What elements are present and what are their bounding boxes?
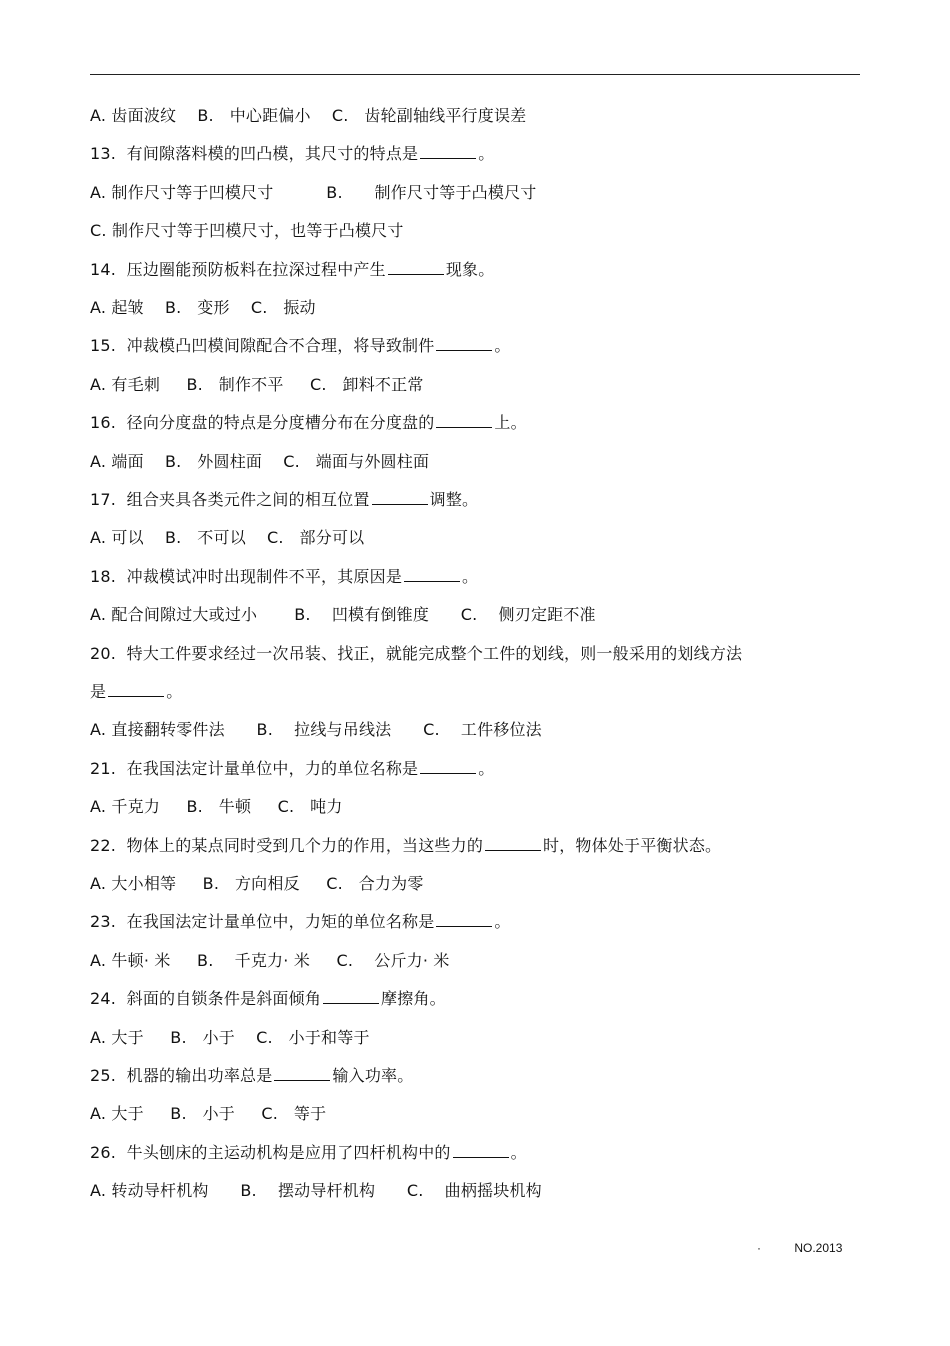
line-text: A. 齿面波纹 B. 中心距偏小 C. 齿轮副轴线平行度误差: [90, 106, 527, 125]
line-text: 是: [90, 682, 107, 701]
line-text: C. 制作尺寸等于凹模尺寸，也等于凸模尺寸: [90, 221, 404, 240]
answer-blank: [274, 1066, 330, 1081]
answer-blank: [453, 1143, 509, 1158]
text-line: [90, 221, 404, 241]
question-line: [90, 567, 478, 587]
answer-blank: [436, 413, 492, 428]
line-suffix: 。: [494, 336, 511, 355]
answer-blank: [436, 336, 492, 351]
line-text: 25. 机器的输出功率总是: [90, 1066, 273, 1085]
text-line: [90, 874, 424, 894]
question-line: [90, 413, 527, 433]
text-line: [90, 1181, 542, 1201]
answer-blank: [436, 912, 492, 927]
question-line: [90, 682, 182, 702]
page-footer: · NO.2013: [757, 1241, 843, 1255]
text-line: [90, 644, 742, 664]
line-suffix: 。: [462, 567, 479, 586]
question-line: [90, 836, 721, 856]
text-line: [90, 528, 364, 548]
question-line: [90, 759, 494, 779]
answer-blank: [420, 144, 476, 159]
line-suffix: 调整。: [429, 490, 479, 509]
line-suffix: 。: [166, 682, 183, 701]
line-suffix: 。: [478, 759, 495, 778]
line-suffix: 。: [478, 144, 495, 163]
line-text: A. 大于 B. 小于 C. 小于和等于: [90, 1028, 370, 1047]
question-line: [90, 912, 511, 932]
text-line: [90, 1104, 326, 1124]
line-text: A. 可以 B. 不可以 C. 部分可以: [90, 528, 365, 547]
answer-blank: [108, 682, 164, 697]
line-text: A. 千克力 B. 牛顿 C. 吨力: [90, 797, 343, 816]
question-line: [90, 144, 494, 164]
text-line: [90, 951, 450, 971]
text-line: [90, 1028, 370, 1048]
line-text: A. 大于 B. 小于 C. 等于: [90, 1104, 327, 1123]
line-suffix: 上。: [494, 413, 527, 432]
text-line: [90, 375, 424, 395]
answer-blank: [388, 260, 444, 275]
text-line: [90, 797, 343, 817]
answer-blank: [404, 567, 460, 582]
line-text: 17. 组合夹具各类元件之间的相互位置: [90, 490, 370, 509]
text-line: [90, 605, 596, 625]
question-line: [90, 1143, 527, 1163]
line-text: 18. 冲裁模试冲时出现制件不平，其原因是: [90, 567, 403, 586]
text-line: [90, 452, 429, 472]
line-text: A. 起皱 B. 变形 C. 振动: [90, 298, 316, 317]
text-line: [90, 106, 526, 126]
question-line: [90, 336, 511, 356]
line-text: 24. 斜面的自锁条件是斜面倾角: [90, 989, 322, 1008]
text-line: [90, 183, 536, 203]
question-line: [90, 260, 494, 280]
line-text: 13. 有间隙落料模的凹凸模，其尺寸的特点是: [90, 144, 419, 163]
line-text: 22. 物体上的某点同时受到几个力的作用，当这些力的: [90, 836, 484, 855]
line-text: A. 端面 B. 外圆柱面 C. 端面与外圆柱面: [90, 452, 430, 471]
answer-blank: [420, 759, 476, 774]
text-line: [90, 298, 316, 318]
line-text: 15. 冲裁模凸凹模间隙配合不合理，将导致制件: [90, 336, 435, 355]
answer-blank: [323, 989, 379, 1004]
line-text: A. 制作尺寸等于凹模尺寸 B. 制作尺寸等于凸模尺寸: [90, 183, 537, 202]
line-text: 26. 牛头刨床的主运动机构是应用了四杆机构中的: [90, 1143, 451, 1162]
question-line: [90, 989, 446, 1009]
question-line: [90, 490, 478, 510]
line-suffix: 时，物体处于平衡状态。: [543, 836, 722, 855]
line-text: A. 转动导杆机构 B. 摆动导杆机构 C. 曲柄摇块机构: [90, 1181, 542, 1200]
line-suffix: 输入功率。: [332, 1066, 414, 1085]
line-suffix: 。: [494, 912, 511, 931]
line-suffix: 摩擦角。: [381, 989, 446, 1008]
line-text: 21. 在我国法定计量单位中，力的单位名称是: [90, 759, 419, 778]
header-rule: [90, 74, 860, 75]
question-line: [90, 1066, 413, 1086]
line-text: A. 配合间隙过大或过小 B. 凹模有倒锥度 C. 侧刃定距不准: [90, 605, 596, 624]
line-suffix: 现象。: [445, 260, 495, 279]
line-text: A. 有毛刺 B. 制作不平 C. 卸料不正常: [90, 375, 424, 394]
line-suffix: 。: [510, 1143, 527, 1162]
line-text: A. 牛顿· 米 B. 千克力· 米 C. 公斤力· 米: [90, 951, 450, 970]
line-text: 14. 压边圈能预防板料在拉深过程中产生: [90, 260, 386, 279]
line-text: 16. 径向分度盘的特点是分度槽分布在分度盘的: [90, 413, 435, 432]
answer-blank: [485, 836, 541, 851]
text-line: [90, 720, 542, 740]
line-text: 20. 特大工件要求经过一次吊装、找正，就能完成整个工件的划线，则一般采用的划线方法: [90, 644, 743, 663]
line-text: A. 大小相等 B. 方向相反 C. 合力为零: [90, 874, 424, 893]
answer-blank: [372, 490, 428, 505]
line-text: 23. 在我国法定计量单位中，力矩的单位名称是: [90, 912, 435, 931]
line-text: A. 直接翻转零件法 B. 拉线与吊线法 C. 工件移位法: [90, 720, 542, 739]
